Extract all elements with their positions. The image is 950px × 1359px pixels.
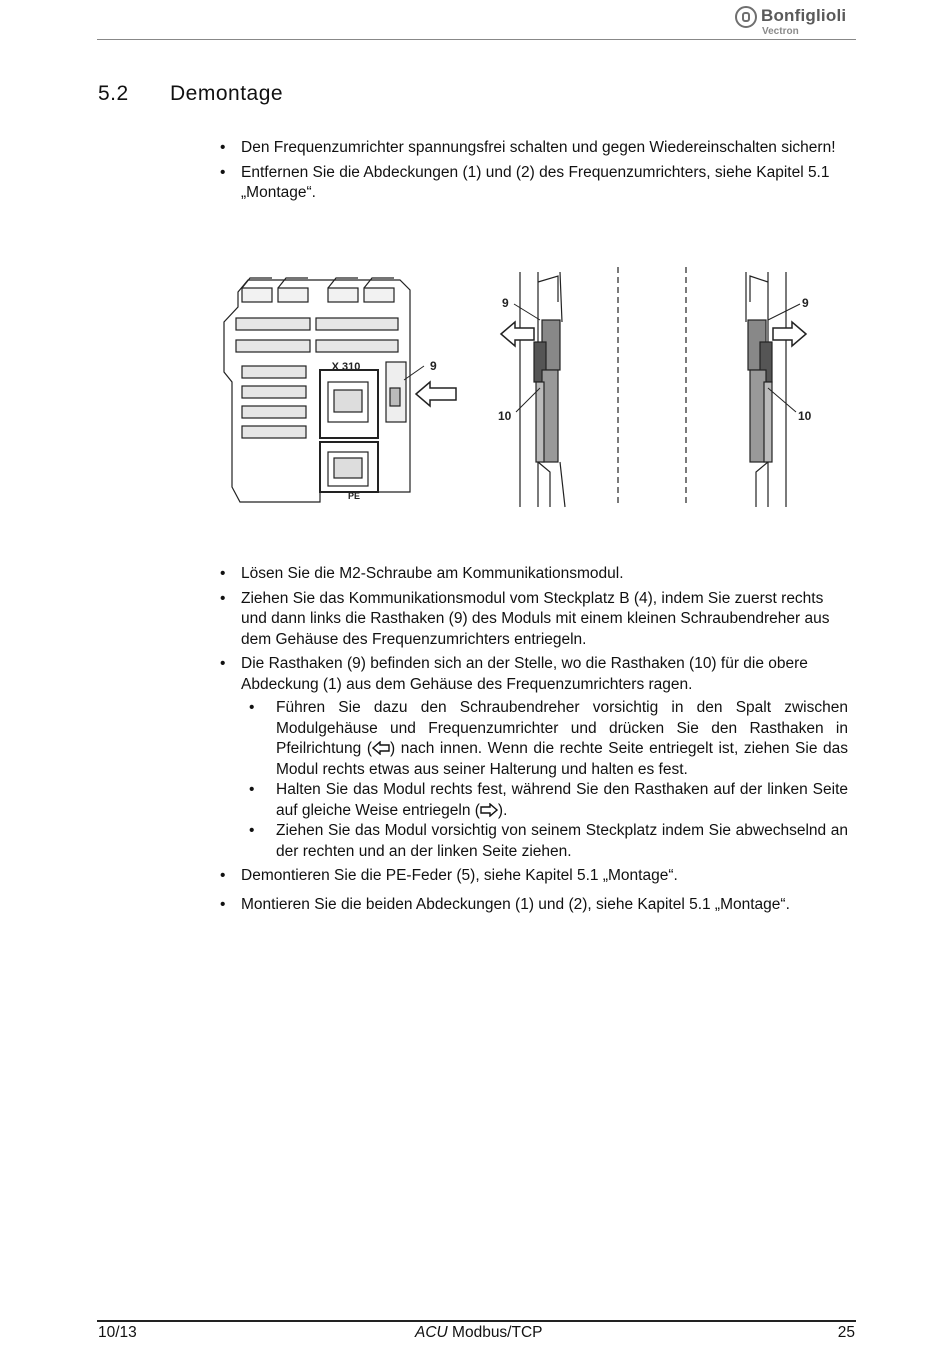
callout-line — [514, 304, 540, 320]
brand-logo — [735, 4, 855, 38]
footer-date: 10/13 — [98, 1324, 137, 1341]
left-arrow-icon — [501, 322, 534, 346]
callout-9: 9 — [430, 359, 437, 373]
footer-product: ACU Modbus/TCP — [415, 1324, 543, 1341]
instruction-list-top — [218, 138, 848, 208]
list-item: • Den Frequenzumrichter spannungsfrei schalten und gegen Wiedereinschalten sichern! — [220, 139, 836, 156]
module-drawing — [224, 278, 410, 502]
list-item: • Lösen Sie die M2-Schraube am Kommunikationsmodul. — [220, 565, 624, 582]
list-item: • Demontieren Sie die PE-Feder (5), siehe Kapitel 5.1 „Montage“. — [220, 867, 678, 884]
left-arrow-icon — [416, 382, 456, 406]
sub-list — [241, 698, 848, 862]
section-number: 5.2 — [98, 82, 129, 105]
page-number: 25 — [837, 1324, 855, 1341]
arrow-right-icon — [480, 803, 498, 817]
cross-section-right — [686, 267, 786, 507]
footer-divider — [97, 1320, 856, 1322]
sub-list-item: • Halten Sie das Modul rechts fest, während Sie den Rasthaken auf der linken Seite auf gleiche Weise entriegeln ( ). — [249, 781, 848, 819]
callout-9: 9 — [802, 296, 809, 310]
bonfiglioli-logo-icon — [735, 6, 757, 28]
instruction-list-bottom — [218, 564, 848, 919]
section-heading — [98, 82, 283, 106]
list-item: • Entfernen Sie die Abdeckungen (1) und (2) des Frequenzumrichters, siehe Kapitel 5.1 „Montage“. — [220, 163, 830, 201]
arrow-left-icon — [372, 741, 390, 755]
demontage-figure — [220, 262, 840, 517]
x310-label: X 310 — [331, 361, 361, 373]
right-arrow-icon — [773, 322, 806, 346]
callout-10: 10 — [798, 409, 812, 423]
callout-line — [768, 304, 800, 320]
list-item: • Ziehen Sie das Kommunikationsmodul vom Steckplatz B (4), indem Sie zuerst rechts und dann links die Rasthaken (9) des Moduls mit einem kleinen Schraubendreher aus dem Gehäuse des Frequenzumrichters entriegeln. — [220, 589, 830, 648]
sub-list-item: • Ziehen Sie das Modul vorsichtig von seinem Steckplatz indem Sie abwechselnd an der rechten und an der linken Seite ziehen. — [249, 822, 848, 860]
list-item: • Die Rasthaken (9) befinden sich an der Stelle, wo die Rasthaken (10) für die obere Abdeckung (1) aus dem Gehäuse des Frequenzumrichters ragen. • Führen Sie dazu den Schraubendreher vorsichtig in den Spalt zwischen Modulgehäuse und Frequenzumrichter und drücken Sie den Rasthaken in Pfeilrichtung ( ) nach innen. Wenn die rechte Seite entriegelt ist, ziehen Sie das Modul rechts etwas aus seiner Halterung und halten es fest. • Halten Sie das Modul rechts fest, während Sie den Rasthaken auf der linken Seite auf gleiche Weise entriegeln ( ). • Ziehen Sie das Modul vorsichtig von seinem Steckplatz indem Sie abwechselnd an der rechten und an der linken Seite ziehen. — [218, 654, 848, 862]
cross-section-left — [520, 267, 618, 507]
list-item: • Montieren Sie die beiden Abdeckungen (1) und (2), siehe Kapitel 5.1 „Montage“. — [220, 895, 790, 913]
pe-label: PE — [347, 491, 361, 501]
callout-10: 10 — [498, 409, 512, 423]
sub-list-item: • Führen Sie dazu den Schraubendreher vorsichtig in den Spalt zwischen Modulgehäuse und Frequenzumrichter und drücken Sie den Rasthaken in Pfeilrichtung ( ) nach innen. Wenn die rechte Seite entriegelt ist, ziehen Sie das Modul rechts etwas aus seiner Halterung und halten es fest. — [249, 699, 848, 778]
callout-9: 9 — [502, 296, 509, 310]
header-divider — [97, 39, 856, 40]
section-title: Demontage — [170, 82, 284, 105]
brand-name: Bonfiglioli — [761, 6, 847, 25]
brand-sub: Vectron — [762, 26, 799, 37]
